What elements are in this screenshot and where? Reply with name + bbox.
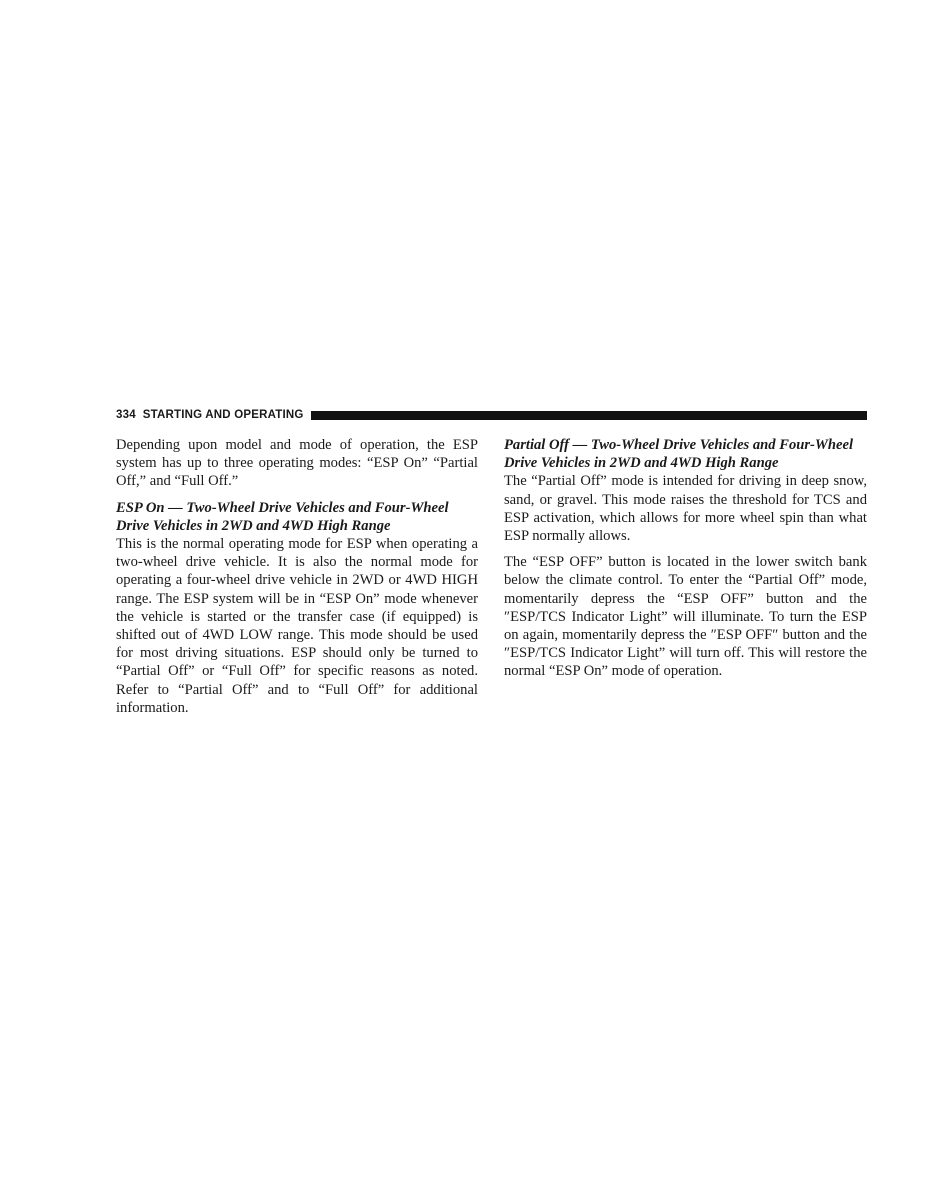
esp-on-paragraph: This is the normal operating mode for ESP when operating a two-wheel drive vehicle. It is also the normal mode for operating a four-wheel drive vehicle in 2WD or 4WD HIGH range. The ESP system will be in “ESP On” mode whenever the vehicle is started or the transfer case (if equipped) is shifted out of 4WD LOW range. This mode should be used for most driving situations. ESP should only be turned to “Partial Off” or “Full Off” for specific reasons as noted. Refer to “Partial Off” and to “Full Off” for additional information. xyxy=(116,536,478,716)
intro-paragraph: Depending upon model and mode of operation, the ESP system has up to three operating modes: “ESP On” “Partial Off,” and “Full Off.” xyxy=(116,437,478,490)
esp-on-heading: ESP On — Two-Wheel Drive Vehicles and Four-Wheel Drive Vehicles in 2WD and 4WD High Range xyxy=(116,499,449,534)
partial-off-heading: Partial Off — Two-Wheel Drive Vehicles and Four-Wheel Drive Vehicles in 2WD and 4WD High Range xyxy=(504,437,854,472)
section-title: STARTING AND OPERATING xyxy=(142,409,304,421)
right-column xyxy=(504,436,867,689)
partial-off-paragraph: The “Partial Off” mode is intended for driving in deep snow, sand, or gravel. This mode raises the threshold for TCS and ESP activation, which allows for more wheel spin than what ESP normally allows. xyxy=(504,473,867,545)
page-header xyxy=(116,408,867,422)
header-rule xyxy=(311,411,867,420)
page-number: 334 xyxy=(116,409,136,421)
left-column xyxy=(116,436,478,725)
esp-off-button-paragraph: The “ESP OFF” button is located in the lower switch bank below the climate control. To enter the “Partial Off” mode, momentarily depress the “ESP OFF” button and the ″ESP/TCS Indicator Light” will illuminate. To turn the ESP on again, momentarily depress the ″ESP OFF″ button and the ″ESP/TCS Indicator Light” will turn off. This will restore the normal “ESP On” mode of operation. xyxy=(504,554,867,680)
